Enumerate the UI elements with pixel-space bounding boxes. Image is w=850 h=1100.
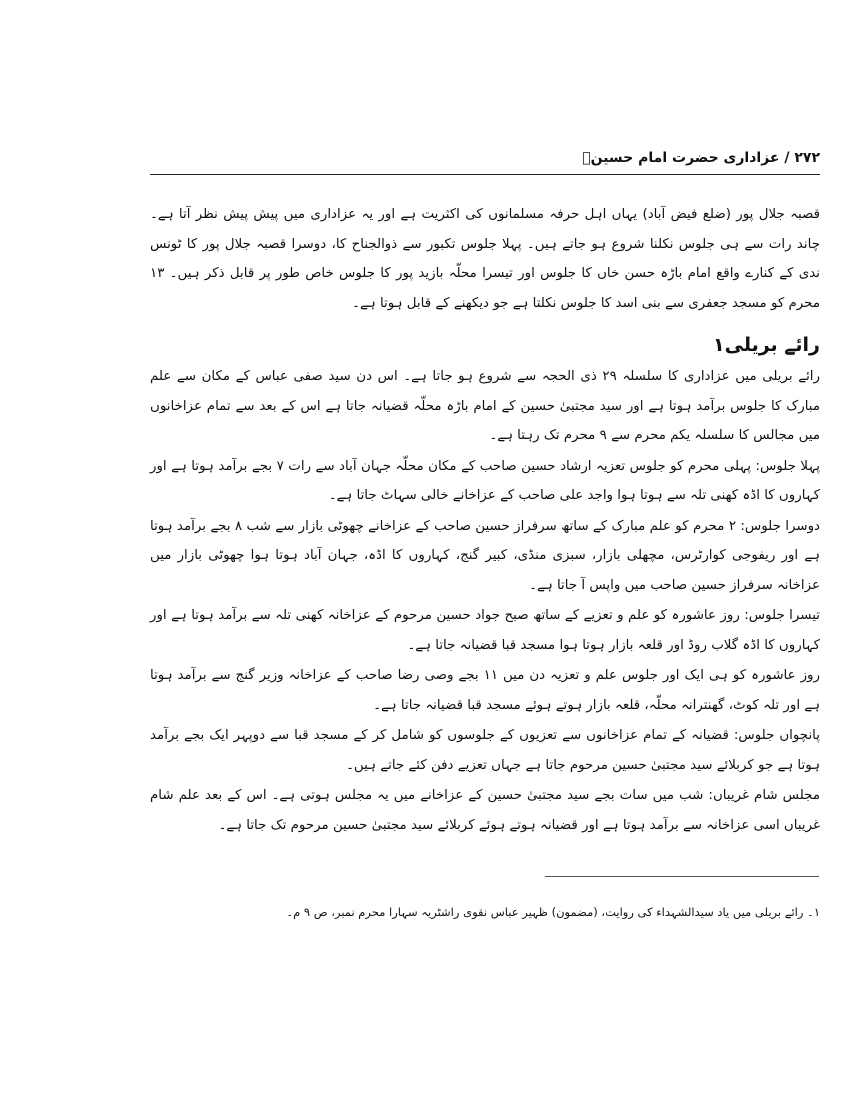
footnote-divider bbox=[545, 876, 819, 877]
intro-paragraph: قصبہ جلال پور (ضلع فیض آباد) یہاں اہل حرفہ مسلمانوں کی اکثریت ہے اور یہ عزاداری میں پیش پیش نظر آتا ہے۔ چاند رات سے ہی جلوس نکلنا شروع ہو جاتے ہیں۔ پہلا جلوس تکبور سے ذوالجناح کا، دوسرا قصبہ جلال پور کا ٹونس ندی کے کنارے واقع امام باڑہ حسن خاں کا جلوس اور تیسرا محلّہ بازید پور کا جلوس خاص طور پر قابل ذکر ہیں۔ ۱۳ محرم کو مسجد جعفری سے بنی اسد کا جلوس نکلتا ہے جو دیکھنے کے قابل ہوتا ہے۔ bbox=[150, 207, 820, 311]
header-rule bbox=[150, 174, 820, 175]
page-number-and-book-title: ۲۷۲ / عزاداری حضرت امام حسینؑ bbox=[582, 150, 820, 166]
paragraph-3: دوسرا جلوس: ۲ محرم کو علم مبارک کے ساتھ سرفراز حسین صاحب کے عزاخانے چھوٹی بازار سے شب ۸ بجے برآمد ہوتا ہے اور ریفوجی کوارٹرس، مچھلی بازار، سبزی منڈی، کبیر گنج، کہاروں کا اڈہ، جہان آباد ہوتا ہوا چھوٹی بازار میں عزاخانہ سرفراز حسین صاحب میں واپس آ جاتا ہے۔ bbox=[150, 518, 821, 593]
paragraph-2: پہلا جلوس: پہلی محرم کو جلوس تعزیہ ارشاد حسین صاحب کے مکان محلّہ جہان آباد سے رات ۷ بجے برآمد ہوتا ہے اور کہاروں کا اڈہ کھنی تلہ سے ہوتا ہوا واجد علی صاحب کے عزاخانے خالی سہاٹ جاتا ہے۔ bbox=[150, 458, 820, 503]
paragraph-1: رائے بریلی میں عزاداری کا سلسلہ ۲۹ ذی الحجہ سے شروع ہو جاتا ہے۔ اس دن سید صفی عباس کے مکان سے علم مبارک کا جلوس برآمد ہوتا ہے اور سید مجتبیٰ حسین کے امام باڑہ محلّہ قضیانہ جاتا ہے اس کے بعد سے تمام عزاخانوں میں مجالس کا سلسلہ یکم محرم سے ۹ محرم تک رہتا ہے۔ bbox=[150, 369, 820, 443]
paragraph-4: تیسرا جلوس: روز عاشورہ کو علم و تعزیے کے ساتھ صبح جواد حسین مرحوم کے عزاخانہ کھنی تلہ سے برآمد ہوتا ہے اور کہاروں کا اڈہ گلاب روڈ اور قلعہ بازار ہوتا ہوا مسجد قبا قضیانہ جاتا ہے۔ bbox=[150, 608, 820, 653]
paragraph-6: پانچواں جلوس: قضیانہ کے تمام عزاخانوں سے تعزیوں کے جلوسوں کو شامل کر کے مسجد قبا سے دوپہر ایک بجے برآمد ہوتا ہے جو کربلائے سید مجتبیٰ حسین مرحوم جاتا ہے جہاں تعزیے دفن کئے جاتے ہیں۔ bbox=[150, 728, 820, 773]
paragraph-7: مجلس شام غریباں: شب میں سات بجے سید مجتبیٰ حسین کے عزاخانے میں یہ مجلس ہوتی ہے۔ اس کے بعد علم شام غریباں اسی عزاخانہ سے برآمد ہوتا ہے اور قضیانہ ہوتے ہوئے کربلائے سید مجتبیٰ حسین مرحوم تک جاتا ہے۔ bbox=[150, 788, 820, 833]
footnote: ۱۔ رائے بریلی میں یاد سیدالشہداء کی روایت، (مضمون) ظہیر عباس نقوی راشٹریہ سہارا محرم نمبر، ص ۹ م۔ bbox=[286, 904, 820, 919]
paragraph-5: روز عاشورہ کو ہی ایک اور جلوس علم و تعزیہ دن میں ۱۱ بجے وصی رضا صاحب کے عزاخانہ وزیر گنج سے برآمد ہوتا ہے اور تلہ کوٹ، گھنترانہ محلّہ، قلعہ بازار ہوتے ہوئے مسجد قبا قضیانہ جاتا ہے۔ bbox=[150, 668, 820, 713]
section-heading: رائے بریلی۱ bbox=[712, 334, 820, 356]
running-header bbox=[150, 150, 820, 176]
page-body bbox=[150, 200, 820, 840]
